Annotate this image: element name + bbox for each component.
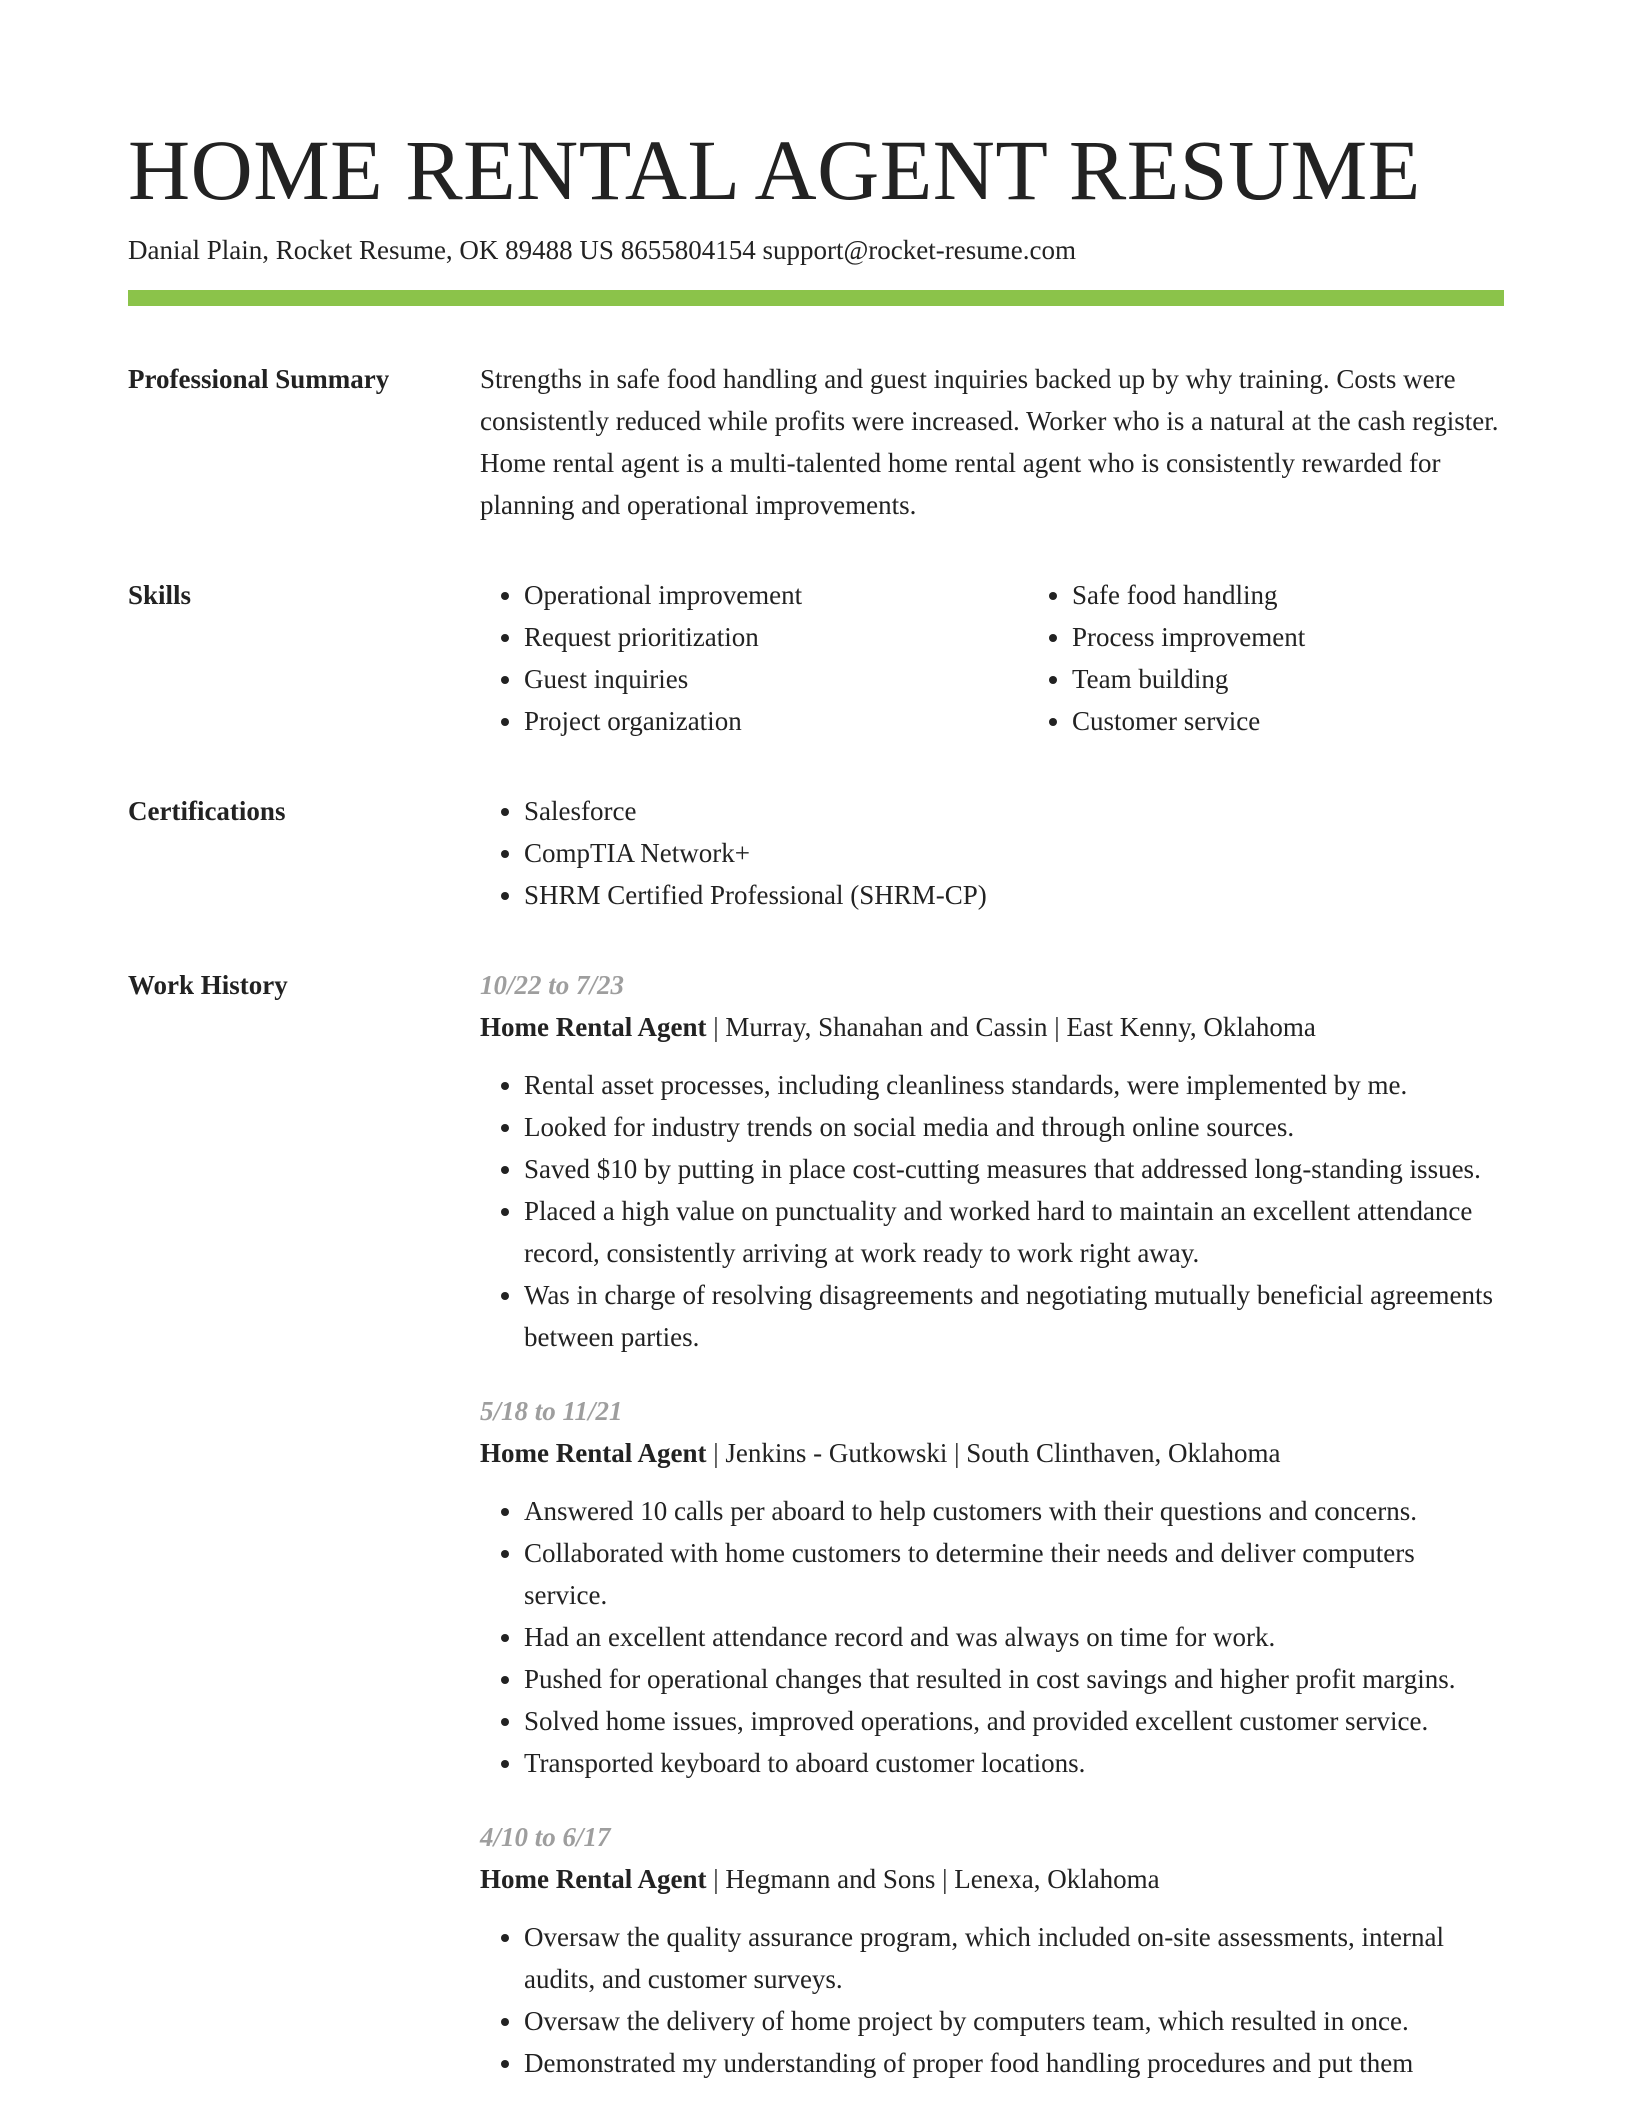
contact-line: Danial Plain, Rocket Resume, OK 89488 US 8655804154 support@rocket-resume.com <box>128 235 1076 265</box>
list-item: • Safe food handling <box>1072 574 1576 616</box>
job-bullets <box>480 1916 1504 2084</box>
list-item: • Pushed for operational changes that resulted in cost savings and higher profit margins. <box>524 1658 1504 1700</box>
list-item: • Process improvement <box>1072 616 1576 658</box>
list-item: • Collaborated with home customers to determine their needs and deliver computers service. <box>524 1532 1504 1616</box>
list-item: • Operational improvement <box>524 574 1028 616</box>
summary-section <box>128 358 1504 526</box>
job-details: | Hegmann and Sons | Lenexa, Oklahoma <box>706 1864 1160 1894</box>
list-item: • Demonstrated my understanding of proper food handling procedures and put them <box>524 2042 1504 2084</box>
job-dates: 5/18 to 11/21 <box>480 1396 623 1426</box>
certifications-section <box>128 790 1504 916</box>
job-heading <box>480 1432 1504 1474</box>
job-title: Home Rental Agent <box>480 1012 707 1042</box>
list-item: • Team building <box>1072 658 1576 700</box>
job-entry <box>480 1390 1504 1784</box>
list-item: • Customer service <box>1072 700 1576 742</box>
job-heading <box>480 1006 1504 1048</box>
section-label: Skills <box>128 580 192 610</box>
list-item: • Was in charge of resolving disagreements and negotiating mutually beneficial agreements between parties. <box>524 1274 1504 1358</box>
job-dates: 10/22 to 7/23 <box>480 970 625 1000</box>
list-item: • Placed a high value on punctuality and worked hard to maintain an excellent attendance record, consistently arriving at work ready to work right away. <box>524 1190 1504 1274</box>
list-item: • Answered 10 calls per aboard to help customers with their questions and concerns. <box>524 1490 1504 1532</box>
job-title: Home Rental Agent <box>480 1438 707 1468</box>
list-item: • Oversaw the delivery of home project by computers team, which resulted in once. <box>524 2000 1504 2042</box>
list-item: • Had an excellent attendance record and was always on time for work. <box>524 1616 1504 1658</box>
list-item: • Salesforce <box>524 790 1504 832</box>
resume-page <box>128 120 1504 2116</box>
skills-list-left <box>480 574 1028 742</box>
job-entry <box>480 1816 1504 2084</box>
section-label: Work History <box>128 970 288 1000</box>
job-title: Home Rental Agent <box>480 1864 707 1894</box>
list-item: • Project organization <box>524 700 1028 742</box>
list-item: • CompTIA Network+ <box>524 832 1504 874</box>
job-heading <box>480 1858 1504 1900</box>
job-bullets <box>480 1490 1504 1784</box>
job-details: | Jenkins - Gutkowski | South Clinthaven, Oklahoma <box>706 1438 1281 1468</box>
section-label: Professional Summary <box>128 364 390 394</box>
list-item: • Solved home issues, improved operations, and provided excellent customer service. <box>524 1700 1504 1742</box>
list-item: • Oversaw the quality assurance program, which included on-site assessments, internal audits, and customer surveys. <box>524 1916 1504 2000</box>
skills-list-right <box>1028 574 1576 742</box>
job-dates: 4/10 to 6/17 <box>480 1822 611 1852</box>
work-history-section <box>128 964 1504 2116</box>
skills-section <box>128 574 1504 742</box>
list-item: • SHRM Certified Professional (SHRM-CP) <box>524 874 1504 916</box>
page-title: HOME RENTAL AGENT RESUME <box>128 122 1421 218</box>
list-item: • Guest inquiries <box>524 658 1028 700</box>
list-item: • Request prioritization <box>524 616 1028 658</box>
certifications-list <box>480 790 1504 916</box>
section-label: Certifications <box>128 796 286 826</box>
summary-text: Strengths in safe food handling and guest inquiries backed up by why training. Costs were consistently reduced while profits were increased. Worker who is a natural at the cash register. Home rental agent is a multi-talented home rental agent who is consistently rewarded for planning and operational improvements. <box>480 364 1499 520</box>
accent-divider <box>128 290 1504 306</box>
list-item: • Saved $10 by putting in place cost-cutting measures that addressed long-standing issues. <box>524 1148 1504 1190</box>
list-item: • Looked for industry trends on social media and through online sources. <box>524 1106 1504 1148</box>
job-entry <box>480 964 1504 1358</box>
list-item: • Transported keyboard to aboard customer locations. <box>524 1742 1504 1784</box>
job-bullets <box>480 1064 1504 1358</box>
job-details: | Murray, Shanahan and Cassin | East Kenny, Oklahoma <box>706 1012 1316 1042</box>
list-item: • Rental asset processes, including cleanliness standards, were implemented by me. <box>524 1064 1504 1106</box>
